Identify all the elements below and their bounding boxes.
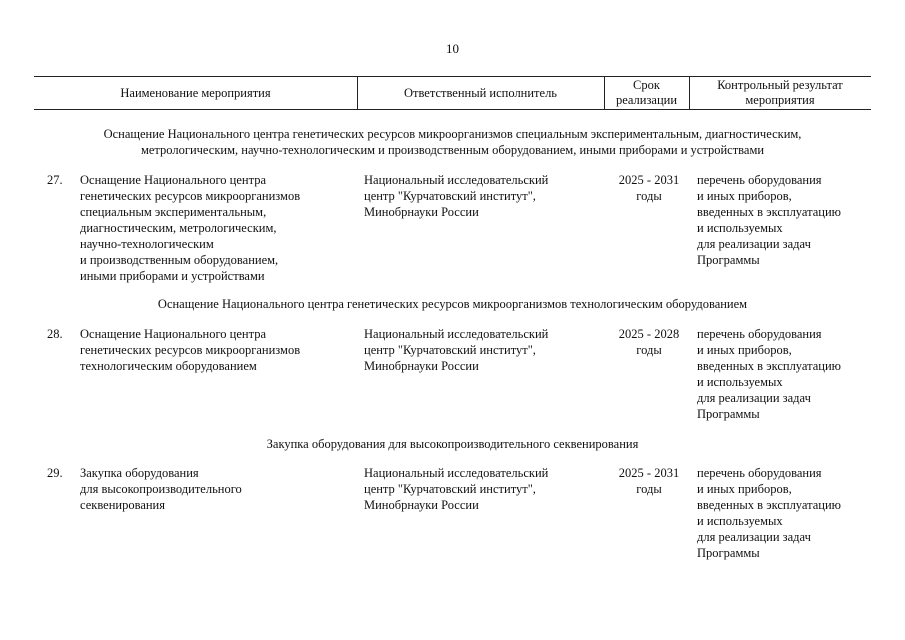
row-number: 28. <box>47 327 63 341</box>
row-responsible: Национальный исследовательский центр "Курчатовский институт", Минобрнауки России <box>364 327 549 373</box>
section-title: Оснащение Национального центра генетических ресурсов микроорганизмов специальным экспериментальным, диагностическим, метрологическим, научно-технологическим и производственным оборудованием, иными приборами и устройствами <box>103 127 802 157</box>
section-title: Закупка оборудования для высокопроизводительного секвенирования <box>266 437 639 451</box>
row-name: Оснащение Национального центра генетических ресурсов микроорганизмов специальным экспериментальным, диагностическим, метрологическим, научно-технологическим и производственным оборудованием, иными приборами и устройствами <box>80 173 301 283</box>
header-col-result: Контрольный результат мероприятия <box>717 78 843 107</box>
page-number: 10 <box>446 41 459 56</box>
row-term: 2025 - 2031 годы <box>618 173 680 203</box>
row-name: Оснащение Национального центра генетических ресурсов микроорганизмов технологическим оборудованием <box>80 327 301 373</box>
row-result: перечень оборудования и иных приборов, введенных в эксплуатацию и используемых для реализации задач Программы <box>697 173 841 267</box>
row-responsible: Национальный исследовательский центр "Курчатовский институт", Минобрнауки России <box>364 466 549 512</box>
header-col-name: Наименование мероприятия <box>120 85 271 100</box>
header-col-term: Срок реализации <box>615 78 678 107</box>
section-title: Оснащение Национального центра генетических ресурсов микроорганизмов технологическим оборудованием <box>157 297 748 311</box>
table-header-bottom-rule <box>34 109 871 110</box>
row-number: 29. <box>47 466 63 480</box>
row-result: перечень оборудования и иных приборов, введенных в эксплуатацию и используемых для реализации задач Программы <box>697 466 841 560</box>
header-col-responsible: Ответственный исполнитель <box>403 85 558 100</box>
row-term: 2025 - 2031 годы <box>618 466 680 496</box>
row-term: 2025 - 2028 годы <box>618 327 680 357</box>
row-result: перечень оборудования и иных приборов, введенных в эксплуатацию и используемых для реализации задач Программы <box>697 327 841 421</box>
row-number: 27. <box>47 173 63 187</box>
table-header-top-rule <box>34 76 871 77</box>
row-name: Закупка оборудования для высокопроизводительного секвенирования <box>80 466 242 512</box>
row-responsible: Национальный исследовательский центр "Курчатовский институт", Минобрнауки России <box>364 173 549 219</box>
